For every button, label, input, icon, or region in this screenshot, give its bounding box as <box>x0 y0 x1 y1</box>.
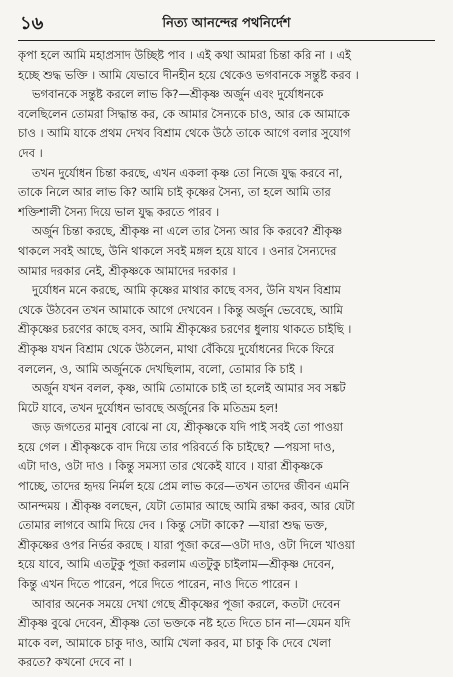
text-line: মাকে বল, আমাকে চাকু দাও, আমি খেলা করব, মা চাকু কি দেবে খেলা <box>18 635 331 650</box>
text-line: বললেন, ও, আমি অর্জুনকে দেখছিলাম, বলো, তোমার কি চাই । <box>18 361 303 376</box>
paragraph <box>18 281 435 379</box>
text-line: করতে? কখনো দেবে না । <box>18 655 132 670</box>
paragraph <box>18 222 435 281</box>
text-line: তাকে নিলে আর লাভ কি? আমি চাই কৃষ্ণের সৈন্য, তা হলে আমি তার <box>18 185 331 200</box>
running-title: নিত্য আনন্দের পথনির্দেশ <box>162 16 291 31</box>
body-text <box>18 46 435 673</box>
text-line: থাকলে সবই আছে, উনি থাকলে সবই মঙ্গল হয়ে যাবে । ওনার সৈন্যদের <box>18 243 337 258</box>
text-line: হয়ে যাবে, আমি এতটুকু পূজা করলাম এতটুকু চাইলাম—শ্রীকৃষ্ণ দেবেন, <box>18 557 335 572</box>
text-line: জড় জগতের মানুষ বোঝে না যে, শ্রীকৃষ্ণকে যদি পাই সবই তো পাওয়া <box>32 420 343 435</box>
text-line: মিটে যাবে, তখন দুর্যোধন ভাবছে অর্জুনের কি মতিভ্রম হল! <box>18 400 279 415</box>
text-line: দুর্যোধন মনে করছে, আমি কৃষ্ণের মাথার কাছে বসব, উনি যখন বিশ্রাম <box>32 283 341 298</box>
paragraph <box>18 418 435 594</box>
paragraph <box>18 46 435 85</box>
text-line: তোমার লাগবে আমি দিয়ে দেব । কিন্তু সেটা কাকে? —যারা শুদ্ধ ভক্ত, <box>18 518 328 533</box>
text-line: আমার দরকার নেই, শ্রীকৃষ্ণকে আমাদের দরকার । <box>18 263 236 278</box>
text-line: চাও । আমি যাকে প্রথম দেখব বিশ্রাম থেকে উঠে তাকে আগে বলার সুযোগ <box>18 126 351 141</box>
text-line: বলেছিলেন তোমরা সিদ্ধান্ত কর, কে আমার সৈন্যকে চাও, আর কে আমাকে <box>18 106 350 121</box>
page-number: ১৬ <box>20 13 44 34</box>
text-line: আবার অনেক সময়ে দেখা গেছে শ্রীকৃষ্ণের পূজা করলে, কতটা দেবেন <box>32 596 341 611</box>
text-line: শক্তিশালী সৈন্য দিয়ে ভাল যুদ্ধ করতে পারব । <box>18 204 220 219</box>
text-line: শ্রীকৃষ্ণ বুঝে দেবেন, শ্রীকৃষ্ণ তো ভক্তকে নষ্ট হতে দিতে চান না—যেমন যদি <box>18 616 351 631</box>
text-line: দেব । <box>18 145 43 160</box>
paragraph <box>18 595 435 673</box>
text-line: আনন্দময় । শ্রীকৃষ্ণ বলছেন, যেটা তোমার আছে আমি রক্ষা করব, আর যেটা <box>18 498 355 513</box>
text-line: অর্জুন যখন বলল, কৃষ্ণ, আমি তোমাকে চাই তা হলেই আমার সব সঙ্কট <box>32 381 346 396</box>
text-line: কৃপা হলে আমি মহাপ্রসাদ উচ্ছিষ্ট পাব । এই কথা আমরা চিন্তা করি না । এই <box>18 48 351 62</box>
text-line: হয়ে গেল । শ্রীকৃষ্ণকে বাদ দিয়ে তার পরিবর্তে কি চাইছে? —পয়সা দাও, <box>18 439 336 454</box>
text-line: থেকে উঠবেন তখন আমাকে আগে দেখবেন । কিন্তু অর্জুন ভেবেছে, আমি <box>18 302 343 317</box>
text-line: অর্জুন চিন্তা করছে, শ্রীকৃষ্ণ না এলে তার সৈন্য আর কি করবে? শ্রীকৃষ্ণ <box>32 224 343 239</box>
text-line: শ্রীকৃষ্ণের ওপর নির্ভর করছে । যারা পূজা করে—ওটা দাও, ওটা দিলে খাওয়া <box>18 537 355 552</box>
text-line: হচ্ছে শুদ্ধ ভক্তি । আমি যেভাবে দীনহীন হয়ে থেকেও ভগবানকে সন্তুষ্ট করব । <box>18 67 359 82</box>
text-line: তখন দুর্যোধন চিন্তা করছে, এখন একলা কৃষ্ণ তো নিজে যুদ্ধ করবে না, <box>32 165 343 180</box>
text-line: ভগবানকে সন্তুষ্ট করলে লাভ কি?—শ্রীকৃষ্ণ অর্জুন এবং দুর্যোধনকে <box>32 87 324 102</box>
page-header <box>18 10 435 41</box>
text-line: এটা দাও, ওটা দাও । কিন্তু সমস্যা তার থেকেই যাবে । যারা শ্রীকৃষ্ণকে <box>18 459 323 474</box>
text-line: শ্রীকৃষ্ণের চরণের কাছে বসব, আমি শ্রীকৃষ্ণের চরণের ধুলায় থাকতে চাইছি । <box>18 322 352 337</box>
text-line: পাচ্ছে, তাদের হৃদয় নির্মল হয়ে প্রেম লাভ করে—তখন তাদের জীবন এমনি <box>18 479 350 494</box>
paragraph <box>18 379 435 418</box>
text-line: কিন্তু এখন দিতে পারেন, পরে দিতে পারেন, নাও দিতে পারেন । <box>18 577 298 592</box>
text-line: শ্রীকৃষ্ণ যখন বিশ্রাম থেকে উঠলেন, মাথা বেঁকিয়ে দুর্যোধনের দিকে ফিরে <box>18 341 335 356</box>
paragraph <box>18 164 435 223</box>
paragraph <box>18 85 435 163</box>
